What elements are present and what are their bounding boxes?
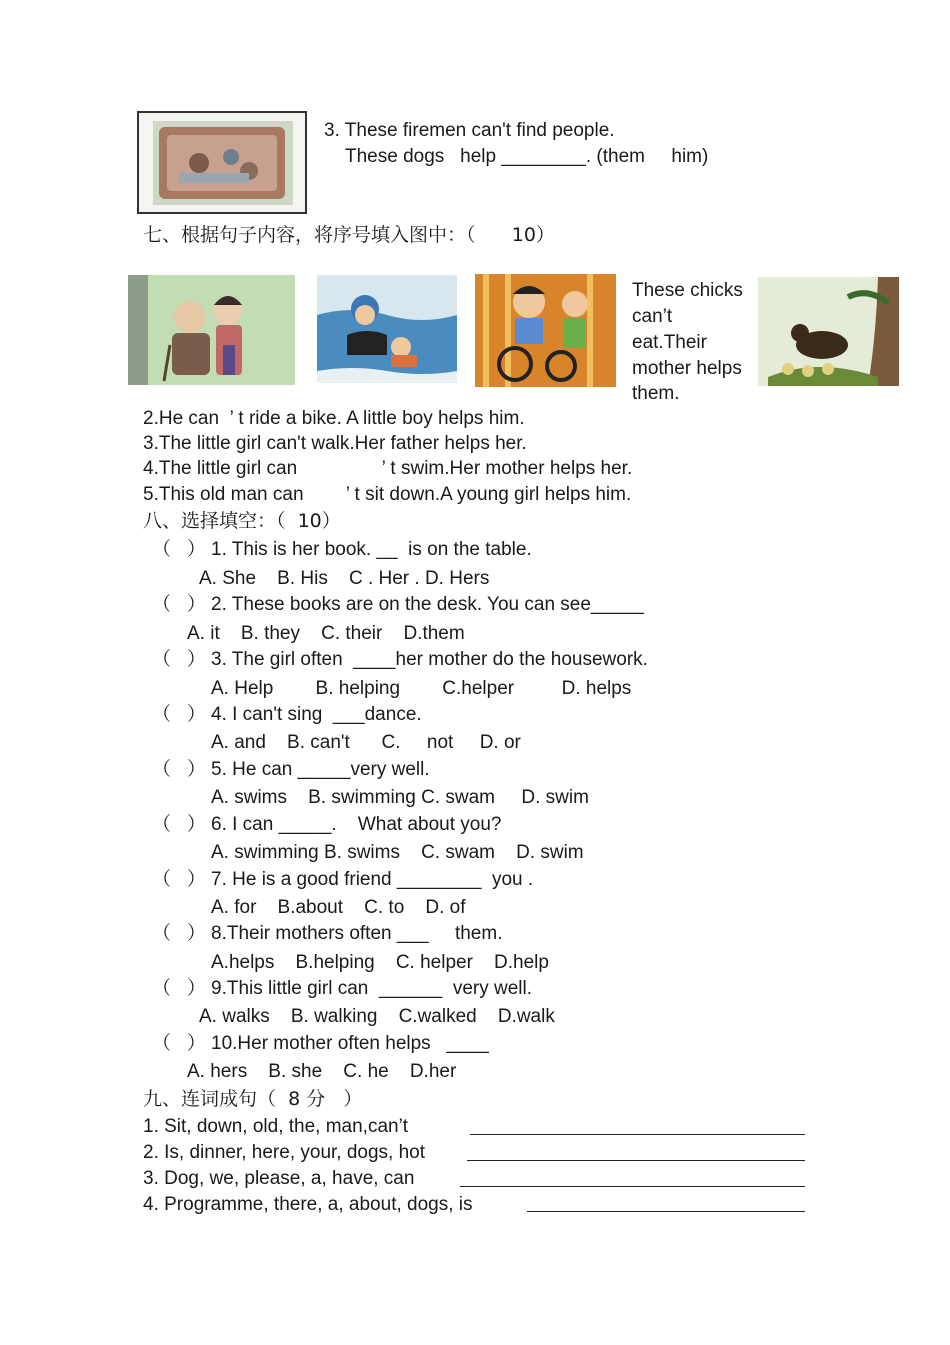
example-line1: These chicks: [632, 280, 743, 301]
answer-paren: （ ）: [152, 1033, 206, 1054]
section7-sentence-3: 3.The little girl can't walk.Her father helps her.: [143, 433, 527, 454]
question-5: 5. He can _____very well.: [211, 759, 430, 780]
example-line4: mother helps: [632, 358, 742, 379]
section7-sentence-4: 4.The little girl can ’ t swim.Her mother helps her.: [143, 458, 633, 479]
answer-paren: （ ）: [152, 649, 206, 670]
question-1: 1. This is her book. __ is on the table.: [211, 539, 532, 560]
picture-swimming: [317, 275, 457, 383]
example-line3: eat.Their: [632, 332, 707, 353]
options-1: A. She B. His C . Her . D. Hers: [199, 568, 490, 589]
question-6: 6. I can _____. What about you?: [211, 814, 502, 835]
options-10: A. hers B. she C. he D.her: [187, 1061, 457, 1082]
q6-item3-line2: These dogs help ________. (them him): [345, 146, 709, 167]
section7-sentence-5: 5.This old man can ’ t sit down.A young girl helps him.: [143, 484, 632, 505]
question-4: 4. I can't sing ___dance.: [211, 704, 422, 725]
question-10: 10.Her mother often helps ____: [211, 1033, 489, 1054]
answer-paren: （ ）: [152, 539, 206, 560]
question-8: 8.Their mothers often ___ them.: [211, 923, 503, 944]
section9-heading: 九、连词成句（ 8 分 ）: [143, 1088, 363, 1110]
question-3: 3. The girl often ____her mother do the housework.: [211, 649, 648, 670]
picture-bird-chicks: [758, 277, 899, 386]
answer-line-1[interactable]: [470, 1134, 805, 1135]
section9-item-4: 4. Programme, there, a, about, dogs, is: [143, 1194, 473, 1215]
answer-paren: （ ）: [152, 923, 206, 944]
section8-heading: 八、选择填空：（ 10）: [143, 510, 341, 532]
options-3: A. Help B. helping C.helper D. helps: [211, 678, 632, 699]
answer-paren: （ ）: [152, 978, 206, 999]
answer-paren: （ ）: [152, 594, 206, 615]
answer-paren: （ ）: [152, 869, 206, 890]
section7-heading: 七、根据句子内容，将序号填入图中：（ 10）: [143, 224, 555, 246]
question-9: 9.This little girl can ______ very well.: [211, 978, 533, 999]
options-5: A. swims B. swimming C. swam D. swim: [211, 787, 589, 808]
section9-item-1: 1. Sit, down, old, the, man,can’t: [143, 1116, 409, 1137]
answer-paren: （ ）: [152, 759, 206, 780]
q6-item3-line1: 3. These firemen can't find people.: [324, 120, 615, 141]
answer-line-3[interactable]: [460, 1186, 805, 1187]
answer-line-2[interactable]: [467, 1160, 805, 1161]
answer-paren: （ ）: [152, 814, 206, 835]
options-2: A. it B. they C. their D.them: [187, 623, 465, 644]
question-7: 7. He is a good friend ________ you .: [211, 869, 534, 890]
picture-bike: [475, 274, 616, 387]
options-9: A. walks B. walking C.walked D.walk: [199, 1006, 555, 1027]
section9-item-3: 3. Dog, we, please, a, have, can: [143, 1168, 415, 1189]
example-line2: can’t: [632, 306, 673, 327]
firemen-picture: [139, 113, 305, 212]
options-7: A. for B.about C. to D. of: [211, 897, 466, 918]
example-line5: them.: [632, 383, 680, 404]
answer-line-4[interactable]: [527, 1211, 805, 1212]
firemen-picture-frame: [137, 111, 307, 214]
answer-paren: （ ）: [152, 704, 206, 725]
options-4: A. and B. can't C. not D. or: [211, 732, 521, 753]
picture-old-man-girl: [128, 275, 295, 385]
section9-item-2: 2. Is, dinner, here, your, dogs, hot: [143, 1142, 426, 1163]
options-6: A. swimming B. swims C. swam D. swim: [211, 842, 584, 863]
question-2: 2. These books are on the desk. You can see_____: [211, 594, 644, 615]
options-8: A.helps B.helping C. helper D.help: [211, 952, 549, 973]
section7-sentence-2: 2.He can ’ t ride a bike. A little boy helps him.: [143, 408, 525, 429]
